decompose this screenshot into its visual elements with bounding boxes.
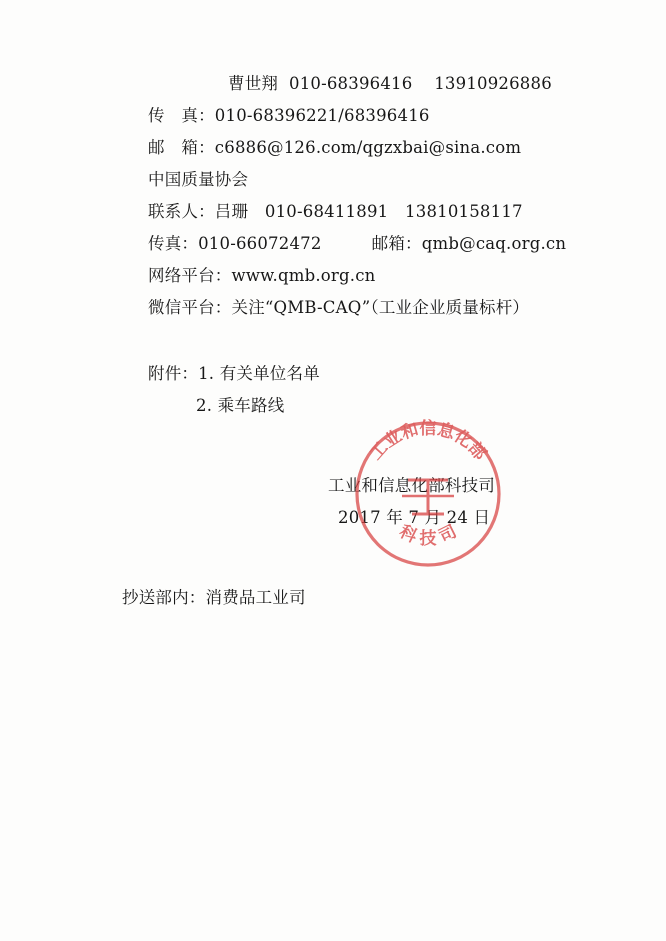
contact-line-fax-2: 传真：010-66072472 邮箱：qmb@caq.org.cn [148,234,567,253]
cc-spacer-2 [0,568,666,582]
contact-line-email-1: 邮 箱：c6886@126.com/qgzxbai@sina.com [148,138,522,157]
top-spacer-2 [0,42,666,68]
signature-issuer: 工业和信息化部科技司 [328,476,495,495]
svg-text:工业和信息化部: 工业和信息化部 [365,419,491,465]
contact-line-web-platform: 网络平台：www.qmb.org.cn [148,266,376,285]
attachment-item-2: 2. 乘车路线 [196,396,285,415]
signature-date: 2017 年 7 月 24 日 [338,508,491,527]
top-spacer [0,0,666,42]
cc-spacer [0,534,666,568]
signature-spacer-2 [0,456,666,470]
footer-spacer [0,614,666,914]
contact-line-caoshixiang: 曹世翔 010-68396416 13910926886 [228,74,552,93]
attachments-spacer [0,324,666,358]
contact-line-wechat-platform: 微信平台：关注“QMB-CAQ”（工业企业质量标杆） [148,298,530,317]
svg-text:科 技 司: 科 技 司 [396,521,460,549]
contact-line-org-name: 中国质量协会 [148,170,249,189]
attachment-item-1: 附件：1. 有关单位名单 [148,364,320,383]
contact-line-fax-1: 传 真：010-68396221/68396416 [148,106,430,125]
cc-line: 抄送部内：消费品工业司 [122,588,306,607]
contact-line-person: 联系人：吕珊 010-68411891 13810158117 [148,202,523,221]
signature-spacer [0,422,666,456]
